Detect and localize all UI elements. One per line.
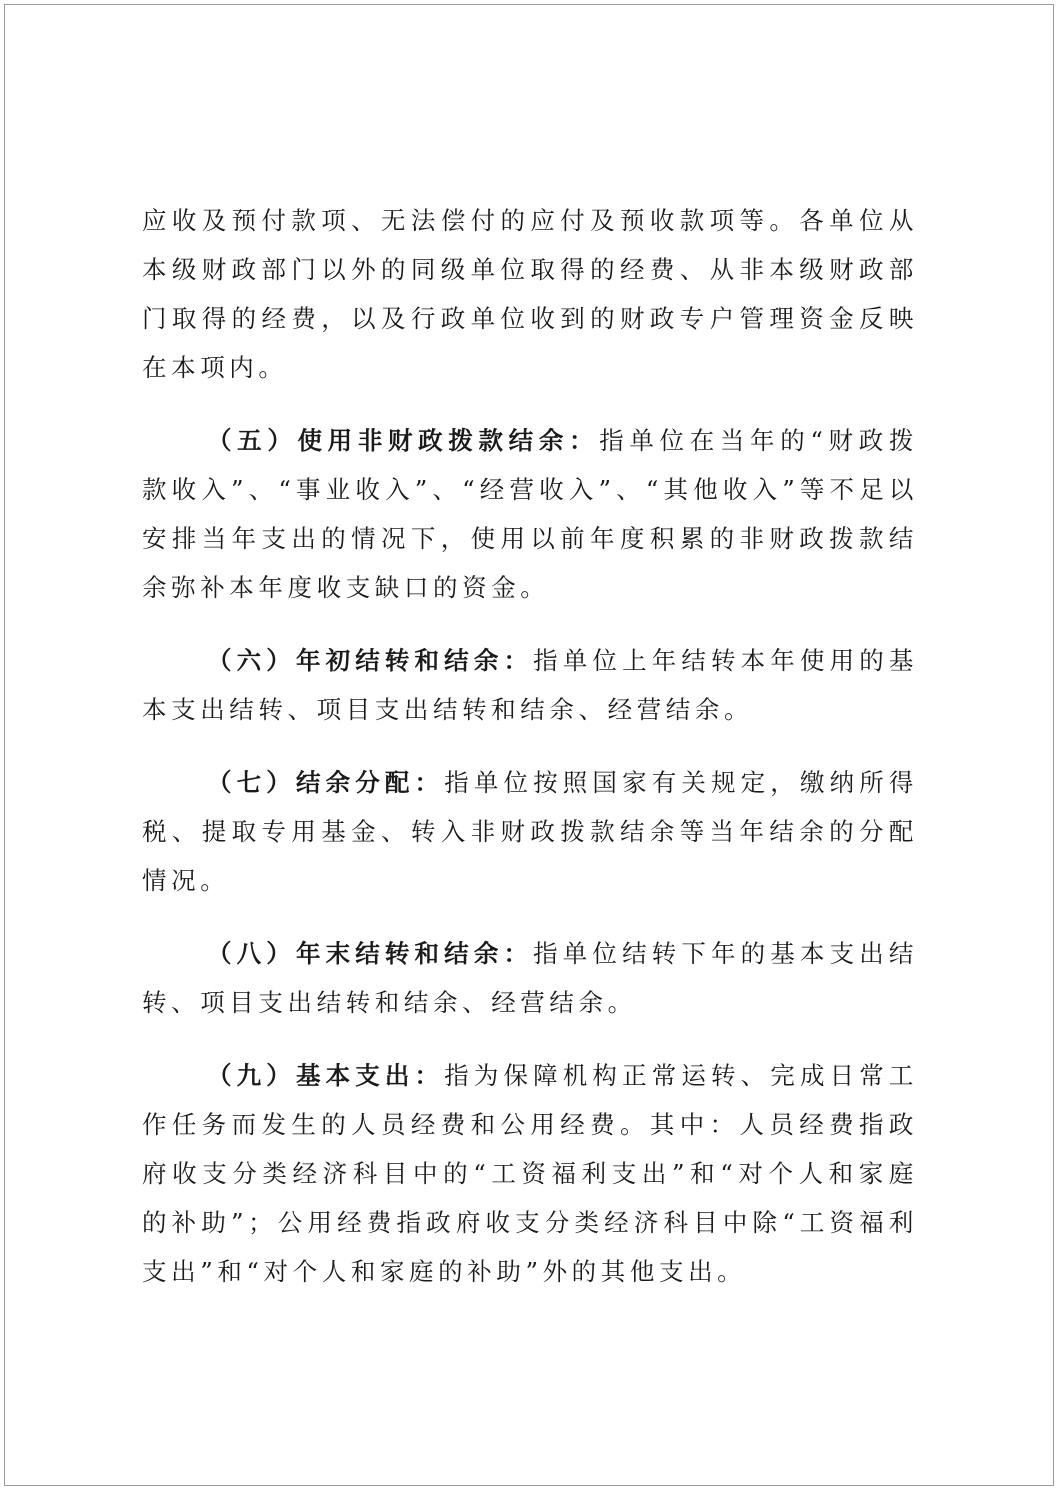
paragraph-term: （八）年末结转和结余： [207, 939, 534, 968]
paragraph-term: （七）结余分配： [207, 768, 445, 797]
paragraph-text: 指单位按照国家有关规定，缴纳所得税、提取专用基金、转入非财政拨款结余等当年结余的分配情况。 [142, 768, 918, 895]
paragraph-item-8 [142, 929, 918, 1027]
paragraph-term: （九）基本支出： [207, 1061, 445, 1090]
paragraph-text: 指单位结转下年的基本支出结转、项目支出结转和结余、经营结余。 [142, 939, 918, 1017]
paragraph-item-5 [142, 416, 918, 612]
paragraph-term: （五）使用非财政拨款结余： [207, 426, 600, 455]
paragraph-text: 指单位上年结转本年使用的基本支出结转、项目支出结转和结余、经营结余。 [142, 646, 918, 724]
paragraph-term: （六）年初结转和结余： [207, 646, 534, 675]
paragraph-item-6 [142, 636, 918, 734]
paragraph-item-7 [142, 758, 918, 905]
paragraph-text: 应收及预付款项、无法偿付的应付及预收款项等。各单位从本级财政部门以外的同级单位取得的经费、从非本级财政部门取得的经费，以及行政单位收到的财政专户管理资金反映在本项内。 [142, 206, 918, 382]
paragraph-item-9 [142, 1051, 918, 1296]
paragraph-text: 指为保障机构正常运转、完成日常工作任务而发生的人员经费和公用经费。其中：人员经费指政府收支分类经济科目中的“工资福利支出”和“对个人和家庭的补助”；公用经费指政府收支分类经济科目中除“工资福利支出”和“对个人和家庭的补助”外的其他支出。 [142, 1061, 918, 1286]
document-body [142, 196, 918, 1320]
paragraph-text: 指单位在当年的“财政拨款收入”、“事业收入”、“经营收入”、“其他收入”等不足以安排当年支出的情况下，使用以前年度积累的非财政拨款结余弥补本年度收支缺口的资金。 [142, 426, 918, 602]
paragraph-continuation [142, 196, 918, 392]
